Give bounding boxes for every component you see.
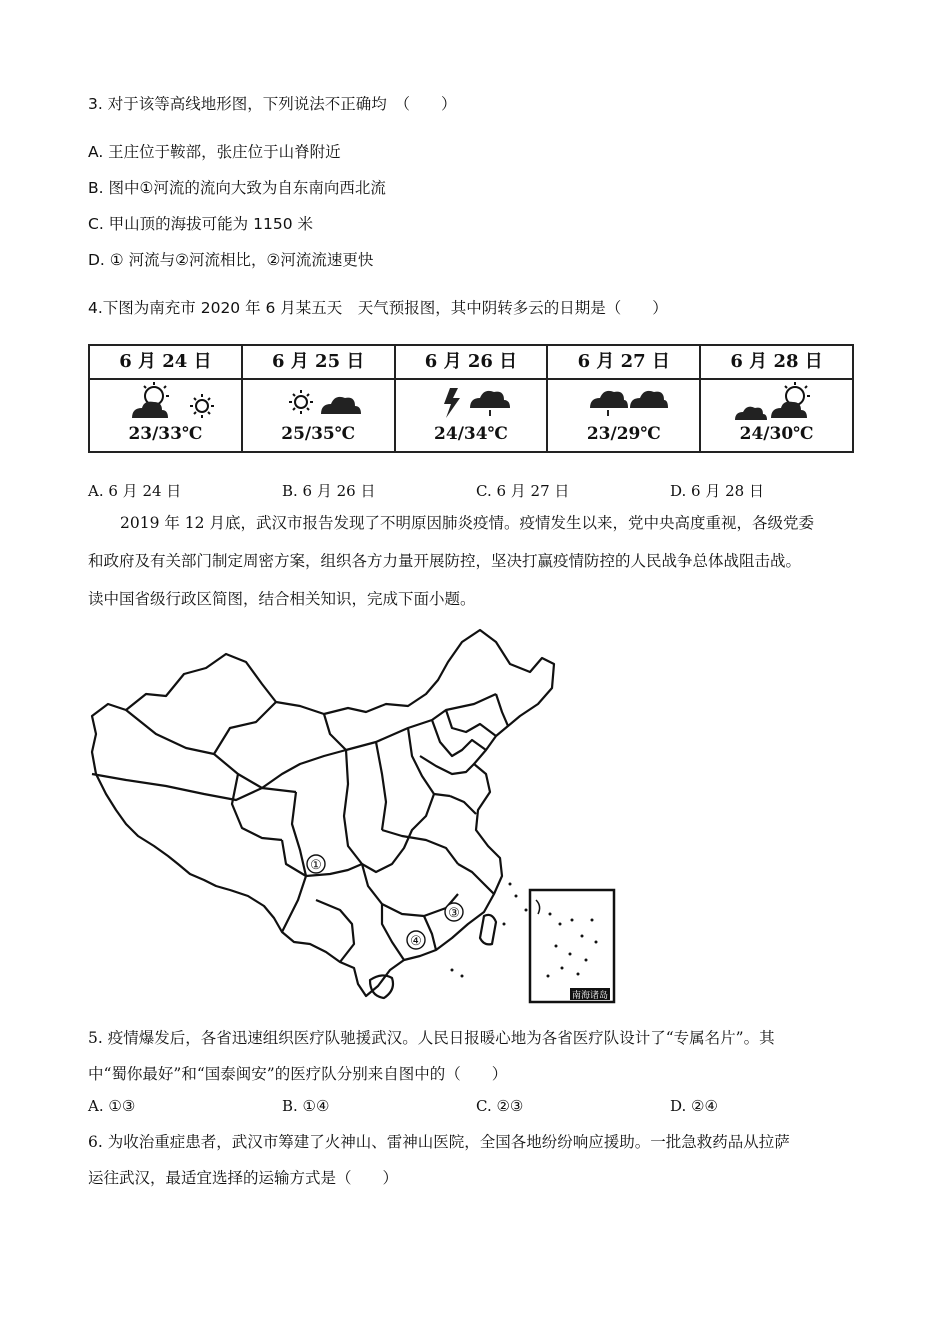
forecast-date: 6 月 25 日 [243,346,394,380]
q4-options [88,480,868,500]
sun-icon [190,394,214,418]
q5-stem-line: 5. 疫情爆发后，各省迅速组织医疗队驰援武汉。人民日报暖心地为各省医疗队设计了“专属名片”。其 [88,1029,775,1047]
q5-stem-line: 中“蜀你最好”和“国泰闽安”的医疗队分别来自图中的（ ） [88,1065,508,1083]
forecast-day [548,346,701,451]
rain-cloud-icon [470,391,510,416]
q3-stem: 3. 对于该等高线地形图，下列说法不正确均 （ ） [88,95,457,113]
forecast-day [396,346,549,451]
passage-line: 和政府及有关部门制定周密方案，组织各方力量开展防控，坚决打赢疫情防控的人民战争总体战阻击战。 [88,552,802,570]
forecast-temperature: 24/30℃ [739,424,814,444]
svg-text:①: ① [310,858,322,873]
q3-option-a: A. 王庄位于鞍部，张庄位于山脊附近 [88,143,341,161]
inset-label: 南海诸岛 [571,991,609,1001]
map-marker-4 [407,931,425,949]
svg-text:④: ④ [410,934,422,949]
q4-stem: 4.下图为南充市 2020 年 6 月某五天 天气预报图，其中阴转多云的日期是（ ） [88,299,668,317]
q3-option-d: D. ① 河流与②河流相比，②河流流速更快 [88,251,374,269]
q5-option-c: C. ②③ [476,1097,524,1115]
forecast-date: 6 月 27 日 [548,346,699,380]
q4-option-a: A. 6 月 24 日 [88,482,182,500]
forecast-day [90,346,243,451]
q5-option-a: A. ①③ [88,1097,136,1115]
svg-text:③: ③ [448,906,460,921]
cloud-icon [630,391,668,408]
q3-option-b: B. 图中①河流的流向大致为自东南向西北流 [88,179,386,197]
sun-cloud-icon [771,382,810,418]
forecast-day [243,346,396,451]
china-province-map [86,624,618,1006]
q5-option-b: B. ①④ [282,1097,330,1115]
q5-option-d: D. ②④ [670,1097,718,1115]
passage-line: 读中国省级行政区简图，结合相关知识，完成下面小题。 [88,590,476,608]
q3-option-c: C. 甲山顶的海拔可能为 1150 米 [88,215,313,233]
forecast-temperature: 24/34℃ [434,424,508,444]
forecast-temperature: 25/35℃ [281,424,356,444]
forecast-date: 6 月 28 日 [701,346,852,380]
forecast-temperature: 23/33℃ [128,424,203,444]
weather-forecast-table [88,344,854,453]
q6-stem-line: 6. 为收治重症患者，武汉市筹建了火神山、雷神山医院，全国各地纷纷响应援助。一批急救药品从拉萨 [88,1133,790,1151]
q4-option-b: B. 6 月 26 日 [282,482,376,500]
q6-stem-line: 运往武汉，最适宜选择的运输方式是（ ） [88,1169,399,1187]
sun-cloud-icon [132,382,169,418]
map-marker-1 [307,855,325,873]
rain-cloud-icon [590,391,628,416]
forecast-temperature: 23/29℃ [586,424,661,444]
forecast-date: 6 月 24 日 [90,346,241,380]
lightning-icon [444,388,460,418]
cloud-icon [735,407,767,420]
cloud-icon [321,397,361,414]
sun-icon [289,390,313,414]
q5-options [88,1097,868,1117]
q4-option-c: C. 6 月 27 日 [476,482,570,500]
q4-option-d: D. 6 月 28 日 [670,482,764,500]
forecast-date: 6 月 26 日 [396,346,547,380]
passage-line: 2019 年 12 月底，武汉市报告发现了不明原因肺炎疫情。疫情发生以来，党中央高度重视，各级党委 [120,514,814,532]
map-marker-3 [445,903,463,921]
forecast-day [701,346,852,451]
